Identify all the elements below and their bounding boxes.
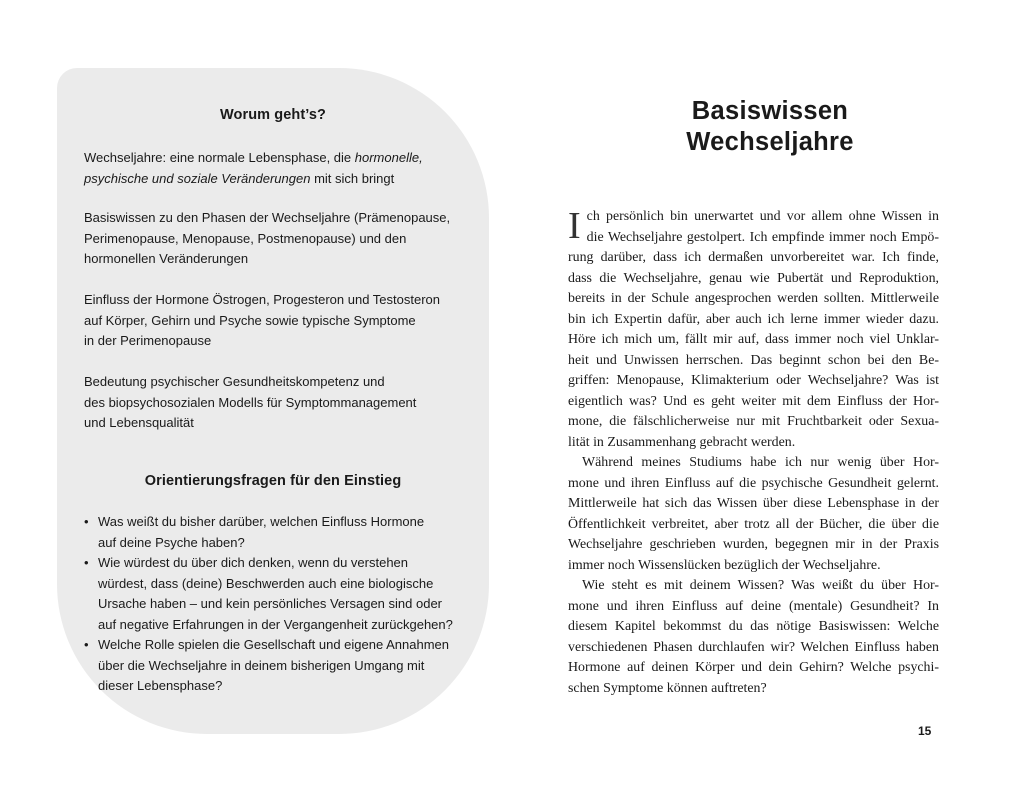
bullet-icon: • [84, 514, 89, 529]
body-line: bin ich Expertin dafür, aber auch ich lerne immer wieder dazu. [568, 311, 939, 327]
body-line: Hormone auf deinen Körper und dein Gehirn? Welche psychi- [568, 660, 939, 675]
body-text [568, 207, 939, 699]
body-line: diesem Kapitel bekommst du das nötige Basiswissen: Welche [568, 619, 939, 634]
summary-point-4 [84, 372, 474, 434]
question-line: Ursache haben – und kein persönliches Versagen sind oder [98, 596, 443, 611]
summary-line: des biopsychosozialen Modells für Symptommanagement [84, 394, 417, 410]
body-line: Höre ich mich um, fällt mir auf, dass immer noch viel Unklar- [568, 332, 939, 347]
body-line: Öffentlichkeit verbreitet, aber trotz all der Bücher, die über die [568, 516, 939, 532]
bullet-icon: • [84, 637, 89, 652]
body-line: lität in Zusammenhang gebracht werden. [568, 434, 796, 450]
body-line: ch persönlich bin unerwartet und vor allem ohne Wissen in [586, 209, 939, 224]
summary-line: Einfluss der Hormone Östrogen, Progesteron und Testosteron [84, 292, 441, 307]
body-line: schen Symptome können auftreten? [568, 680, 767, 696]
summary-line: und Lebensqualität [84, 415, 194, 430]
question-line: würdest, dass (deine) Beschwerden auch eine biologische [98, 575, 434, 591]
question-line: Was weißt du bisher darüber, welchen Einfluss Hormone [98, 514, 425, 529]
summary-line: Basiswissen zu den Phasen der Wechseljahre (Prämenopause, [84, 210, 451, 225]
question-item [84, 553, 474, 635]
summary-point-3 [84, 290, 474, 352]
question-line: dieser Lebensphase? [98, 678, 223, 693]
question-line: über die Wechseljahre in deinem bisherigen Umgang mit [98, 657, 425, 673]
chapter-title [580, 96, 960, 158]
body-line: griffen: Menopause, Klimakterium oder Wechseljahre? Was ist [568, 373, 939, 388]
bullet-icon: • [84, 555, 89, 570]
chapter-title-line-2: Wechseljahre [686, 128, 854, 156]
body-line: immer noch Wissenslücken bezüglich der Wechseljahre. [568, 557, 881, 573]
body-line: bereits in der Schule angesprochen werden sollten. Mittlerweile [568, 291, 939, 306]
summary-line: Bedeutung psychischer Gesundheitskompetenz und [84, 374, 385, 389]
body-line: mone und ihren Einfluss auf deine (mentale) Gesundheit? In [568, 598, 939, 614]
summary-point-1-text: Wechseljahre: eine normale Lebensphase, die [84, 150, 355, 165]
question-line: auf deine Psyche haben? [98, 534, 245, 550]
questions-list [84, 512, 474, 697]
summary-line: in der Perimenopause [84, 333, 212, 348]
summary-point-2 [84, 208, 474, 270]
body-line: rung darüber, dass ich dermaßen unvorbereitet war. Ich finde, [568, 250, 939, 265]
page-number: 15 [918, 724, 932, 738]
body-line: dass die Wechseljahre, genau wie Pubertät und Reproduktion, [568, 270, 939, 286]
body-line: verschiedenen Phasen durchlaufen wir? Welchen Einfluss haben [568, 639, 939, 655]
question-item [84, 635, 474, 697]
summary-line: hormonellen Veränderungen [84, 251, 249, 266]
body-line: Wie steht es mit deinem Wissen? Was weißt du über Hor- [582, 578, 939, 593]
summary-heading: Worum geht’s? [219, 107, 327, 123]
body-line: Mittlerweile hat sich das Wissen über diese Lebensphase in der [568, 496, 939, 511]
chapter-title-line-1: Basiswissen [691, 97, 849, 125]
question-item [84, 512, 474, 553]
questions-heading: Orientierungsfragen für den Einstieg [144, 473, 402, 489]
body-line: eigentlich was? Und es geht weiter mit dem Einfluss der Hor- [568, 393, 939, 409]
body-line: Während meines Studiums habe ich nur wenig über Hor- [582, 455, 939, 470]
body-line: die Wechseljahre gestolpert. Ich empfinde immer noch Empö- [586, 229, 939, 245]
question-line: Wie würdest du über dich denken, wenn du verstehen [98, 555, 409, 570]
question-line: Welche Rolle spielen die Gesellschaft und eigene Annahmen [98, 637, 449, 652]
body-line: Wechseljahre geschrieben wurden, begegnen mir in der Praxis [568, 537, 939, 552]
summary-line: Perimenopause, Menopause, Postmenopause) und den [84, 230, 407, 246]
summary-line: auf Körper, Gehirn und Psyche sowie typische Symptome [84, 312, 416, 328]
body-line: mone und ihren Einfluss auf die psychische Gesundheit gelernt. [568, 475, 939, 491]
question-line: auf negative Erfahrungen in der Vergangenheit zurückgehen? [98, 616, 453, 632]
body-line: heit und Unwissen herrschen. Das beginnt schon bei den Be- [568, 352, 939, 368]
summary-point-1 [84, 148, 474, 189]
body-line: mone, die fälschlicherweise nur mit Fruchtbarkeit oder Sexua- [568, 414, 939, 429]
summary-point-1-tail: mit sich bringt [310, 170, 395, 186]
summary-point-1-emphasis-2: psychische und soziale Veränderungen [84, 170, 311, 186]
summary-point-1-emphasis: hormonelle, [354, 150, 423, 165]
drop-cap: I [568, 205, 581, 247]
